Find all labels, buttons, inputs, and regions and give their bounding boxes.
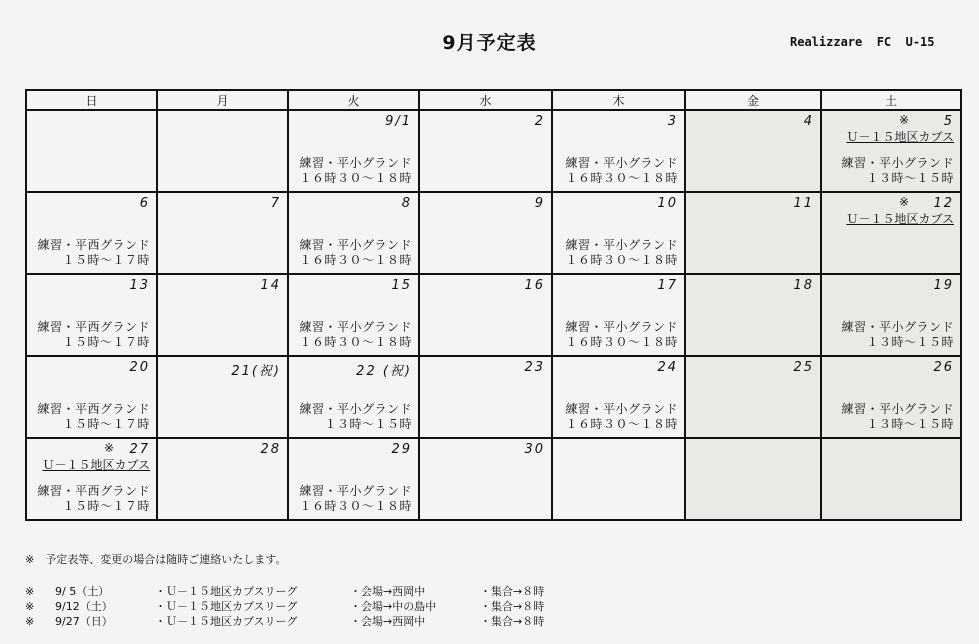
calendar-day-cell <box>821 110 961 192</box>
calendar-table <box>25 89 962 521</box>
event-title: Ｕ－１５地区カブス <box>42 458 150 472</box>
practice-info <box>299 320 412 350</box>
day-number: 11 <box>793 196 814 211</box>
day-number: 13 <box>129 278 150 293</box>
weekday-header: 水 <box>419 90 552 110</box>
day-number: 19 <box>933 278 954 293</box>
weekday-header: 木 <box>552 90 685 110</box>
practice-line: 練習・平西グランド <box>37 320 150 334</box>
calendar-day-cell <box>26 438 157 520</box>
calendar-day-cell <box>685 356 821 438</box>
day-number: 3 <box>667 114 678 129</box>
calendar-day-cell <box>157 356 288 438</box>
practice-info <box>565 156 678 186</box>
day-number: 14 <box>260 278 281 293</box>
weekday-header: 金 <box>685 90 821 110</box>
note-mark: ※ <box>104 441 115 455</box>
practice-line: 練習・平小グランド <box>565 320 678 334</box>
practice-info <box>841 320 954 350</box>
practice-line: １５時～１７時 <box>62 499 150 513</box>
schedule-event: ・Ｕ－１５地区カブスリーグ <box>155 585 298 598</box>
practice-line: １６時３０～１８時 <box>565 417 678 431</box>
calendar-day-cell <box>26 356 157 438</box>
practice-line: １６時３０～１８時 <box>299 253 412 267</box>
general-note: ※ 予定表等、変更の場合は随時ご連絡いたします。 <box>25 553 287 566</box>
day-number: 15 <box>391 278 412 293</box>
weekday-header: 日 <box>26 90 157 110</box>
practice-line: 練習・平小グランド <box>299 402 412 416</box>
calendar-day-cell <box>552 192 685 274</box>
practice-line: １５時～１７時 <box>62 335 150 349</box>
day-number: 20 <box>129 360 150 375</box>
calendar-day-cell <box>685 110 821 192</box>
weekday-header: 火 <box>288 90 419 110</box>
practice-line: 練習・平西グランド <box>37 402 150 416</box>
calendar-day-cell <box>821 274 961 356</box>
practice-line: 練習・平西グランド <box>37 238 150 252</box>
calendar-day-cell <box>288 274 419 356</box>
calendar-day-cell <box>26 192 157 274</box>
notes-section <box>25 552 286 567</box>
schedule-venue: ・会場→西岡中 <box>350 585 426 598</box>
schedule-date: 9/12（土） <box>55 600 113 613</box>
practice-line: １３時～１５時 <box>866 335 954 349</box>
calendar-day-cell <box>419 110 552 192</box>
day-number: 2 <box>534 114 545 129</box>
day-number: 21(祝) <box>231 364 281 379</box>
calendar-day-cell <box>419 438 552 520</box>
practice-info <box>37 484 150 514</box>
practice-line: 練習・平小グランド <box>565 402 678 416</box>
calendar-day-cell <box>552 356 685 438</box>
calendar-day-cell <box>288 438 419 520</box>
calendar-day-cell <box>552 438 685 520</box>
calendar-week-row <box>26 274 961 356</box>
practice-line: 練習・平小グランド <box>841 156 954 170</box>
day-number: 10 <box>657 196 678 211</box>
practice-info <box>299 402 412 432</box>
schedule-date: 9/ 5（土） <box>55 585 110 598</box>
schedule-gather: ・集合→８時 <box>480 585 545 598</box>
calendar-week-row <box>26 110 961 192</box>
day-number: 22 (祝) <box>356 364 412 379</box>
day-number: 9/1 <box>385 114 412 129</box>
day-number: 6 <box>139 196 150 211</box>
practice-line: １６時３０～１８時 <box>565 171 678 185</box>
calendar-week-row <box>26 438 961 520</box>
note-mark: ※ <box>899 195 910 209</box>
calendar-day-cell <box>419 274 552 356</box>
practice-info <box>299 484 412 514</box>
day-number: 27 <box>129 442 150 457</box>
practice-line: 練習・平小グランド <box>565 238 678 252</box>
calendar-day-cell <box>552 110 685 192</box>
schedule-gather: ・集合→８時 <box>480 615 545 628</box>
schedule-venue: ・会場→中の島中 <box>350 600 437 613</box>
schedule-gather: ・集合→８時 <box>480 600 545 613</box>
practice-line: １６時３０～１８時 <box>299 335 412 349</box>
team-name: Realizzare FC U-15 <box>790 35 935 49</box>
schedule-row <box>25 584 580 599</box>
practice-line: 練習・平小グランド <box>299 156 412 170</box>
calendar-day-cell <box>288 192 419 274</box>
calendar-week-row <box>26 356 961 438</box>
practice-info <box>565 238 678 268</box>
day-number: 7 <box>270 196 281 211</box>
page-title: 9月予定表 <box>442 32 537 54</box>
practice-info <box>565 320 678 350</box>
calendar-day-cell <box>685 438 821 520</box>
practice-info <box>37 402 150 432</box>
calendar-day-cell <box>288 110 419 192</box>
practice-info <box>841 402 954 432</box>
schedule-event: ・Ｕ－１５地区カブスリーグ <box>155 600 298 613</box>
calendar-day-cell <box>419 192 552 274</box>
calendar-day-cell <box>157 192 288 274</box>
practice-line: １６時３０～１８時 <box>299 171 412 185</box>
schedule-event: ・Ｕ－１５地区カブスリーグ <box>155 615 298 628</box>
schedule-row <box>25 614 580 629</box>
practice-info <box>37 320 150 350</box>
note-mark: ※ <box>899 113 910 127</box>
day-number: 30 <box>524 442 545 457</box>
weekday-header: 月 <box>157 90 288 110</box>
schedule-row <box>25 599 580 614</box>
practice-line: １３時～１５時 <box>866 417 954 431</box>
practice-line: 練習・平西グランド <box>37 484 150 498</box>
practice-info <box>299 156 412 186</box>
practice-line: １５時～１７時 <box>62 417 150 431</box>
day-number: 26 <box>933 360 954 375</box>
schedule-date: 9/27（日） <box>55 615 113 628</box>
calendar-day-cell <box>157 110 288 192</box>
practice-line: 練習・平小グランド <box>841 320 954 334</box>
practice-info <box>299 238 412 268</box>
calendar-day-cell <box>821 192 961 274</box>
calendar-day-cell <box>419 356 552 438</box>
calendar-day-cell <box>288 356 419 438</box>
event-title: Ｕ－１５地区カブス <box>846 130 954 144</box>
day-number: 18 <box>793 278 814 293</box>
calendar-day-cell <box>685 192 821 274</box>
practice-line: 練習・平小グランド <box>565 156 678 170</box>
calendar-day-cell <box>157 438 288 520</box>
calendar-day-cell <box>685 274 821 356</box>
calendar-day-cell <box>821 438 961 520</box>
practice-line: １３時～１５時 <box>866 171 954 185</box>
day-number: 29 <box>391 442 412 457</box>
schedule-list <box>25 584 580 629</box>
day-number: 8 <box>401 196 412 211</box>
day-number: 24 <box>657 360 678 375</box>
practice-info <box>841 156 954 186</box>
practice-line: １３時～１５時 <box>324 417 412 431</box>
day-number: 4 <box>803 114 814 129</box>
calendar-day-cell <box>552 274 685 356</box>
calendar-day-cell <box>821 356 961 438</box>
day-number: 23 <box>524 360 545 375</box>
day-number: 28 <box>260 442 281 457</box>
schedule-venue: ・会場→西岡中 <box>350 615 426 628</box>
note-mark: ※ <box>25 600 35 613</box>
day-number: 25 <box>793 360 814 375</box>
practice-line: １５時～１７時 <box>62 253 150 267</box>
practice-line: 練習・平小グランド <box>841 402 954 416</box>
practice-line: 練習・平小グランド <box>299 320 412 334</box>
day-number: 9 <box>534 196 545 211</box>
day-number: 16 <box>524 278 545 293</box>
calendar-day-cell <box>26 274 157 356</box>
event-title: Ｕ－１５地区カブス <box>846 212 954 226</box>
practice-info <box>565 402 678 432</box>
day-number: 5 <box>943 114 954 129</box>
practice-line: 練習・平小グランド <box>299 484 412 498</box>
day-number: 12 <box>933 196 954 211</box>
weekday-header: 土 <box>821 90 961 110</box>
practice-line: １６時３０～１８時 <box>299 499 412 513</box>
practice-line: 練習・平小グランド <box>299 238 412 252</box>
calendar-day-cell <box>26 110 157 192</box>
weekday-header-row <box>26 90 961 110</box>
calendar-week-row <box>26 192 961 274</box>
practice-line: １６時３０～１８時 <box>565 335 678 349</box>
note-mark: ※ <box>25 585 35 598</box>
note-mark: ※ <box>25 615 35 628</box>
practice-info <box>37 238 150 268</box>
day-number: 17 <box>657 278 678 293</box>
calendar-day-cell <box>157 274 288 356</box>
practice-line: １６時３０～１８時 <box>565 253 678 267</box>
